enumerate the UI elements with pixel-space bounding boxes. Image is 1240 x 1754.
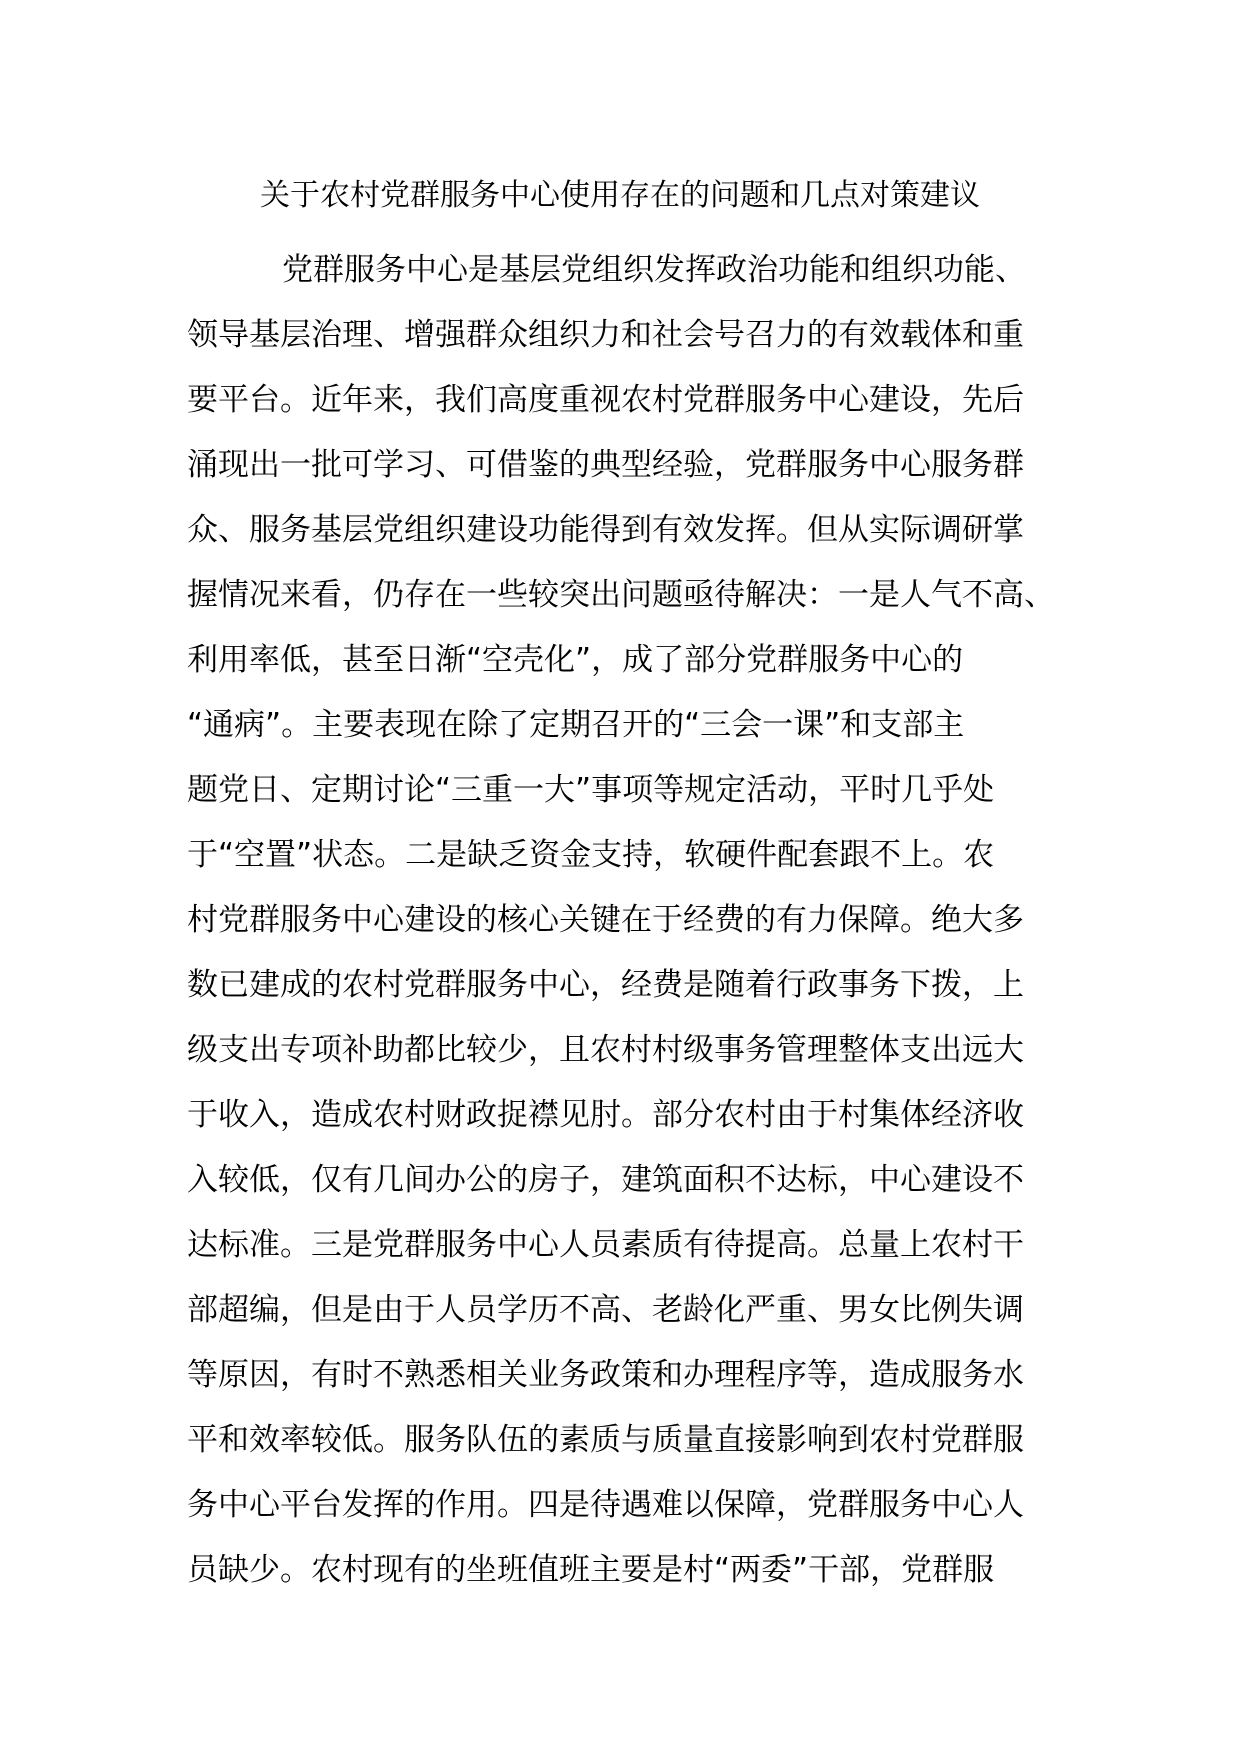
text-line: 握情况来看，仍存在一些较突出问题亟待解决：一是人气不高、 [187, 577, 1055, 613]
text-line: 数已建成的农村党群服务中心，经费是随着行政事务下拨，上 [187, 967, 1024, 1003]
text-line: 要平台。近年来，我们高度重视农村党群服务中心建设，先后 [187, 382, 1024, 418]
text-line: 平和效率较低。服务队伍的素质与质量直接影响到农村党群服 [187, 1422, 1024, 1458]
text-line: 村党群服务中心建设的核心关键在于经费的有力保障。绝大多 [187, 902, 1024, 938]
text-line: 务中心平台发挥的作用。四是待遇难以保障，党群服务中心人 [187, 1487, 1024, 1523]
text-line: 利用率低，甚至日渐“空壳化”，成了部分党群服务中心的 [187, 642, 964, 678]
text-line: 涌现出一批可学习、可借鉴的典型经验，党群服务中心服务群 [187, 447, 1024, 483]
text-line: 题党日、定期讨论“三重一大”事项等规定活动，平时几乎处 [187, 772, 995, 808]
text-line: 达标准。三是党群服务中心人员素质有待提高。总量上农村干 [187, 1227, 1024, 1263]
text-line: 等原因，有时不熟悉相关业务政策和办理程序等，造成服务水 [187, 1357, 1024, 1393]
text-line: 众、服务基层党组织建设功能得到有效发挥。但从实际调研掌 [187, 512, 1024, 548]
text-line: 员缺少。农村现有的坐班值班主要是村“两委”干部，党群服 [187, 1552, 995, 1588]
document-title: 关于农村党群服务中心使用存在的问题和几点对策建议 [260, 178, 980, 213]
text-line: 党群服务中心是基层党组织发挥政治功能和组织功能、 [282, 252, 1026, 288]
text-line: “通病”。主要表现在除了定期召开的“三会一课”和支部主 [187, 707, 965, 743]
text-line: 于收入，造成农村财政捉襟见肘。部分农村由于村集体经济收 [187, 1097, 1024, 1133]
text-line: 部超编，但是由于人员学历不高、老龄化严重、男女比例失调 [187, 1292, 1024, 1328]
text-line: 于“空置”状态。二是缺乏资金支持，软硬件配套跟不上。农 [187, 837, 995, 873]
body-paragraph [187, 238, 1067, 1603]
text-line: 入较低，仅有几间办公的房子，建筑面积不达标，中心建设不 [187, 1162, 1024, 1198]
text-line: 领导基层治理、增强群众组织力和社会号召力的有效载体和重 [187, 317, 1024, 353]
text-line: 级支出专项补助都比较少，且农村村级事务管理整体支出远大 [187, 1032, 1024, 1068]
